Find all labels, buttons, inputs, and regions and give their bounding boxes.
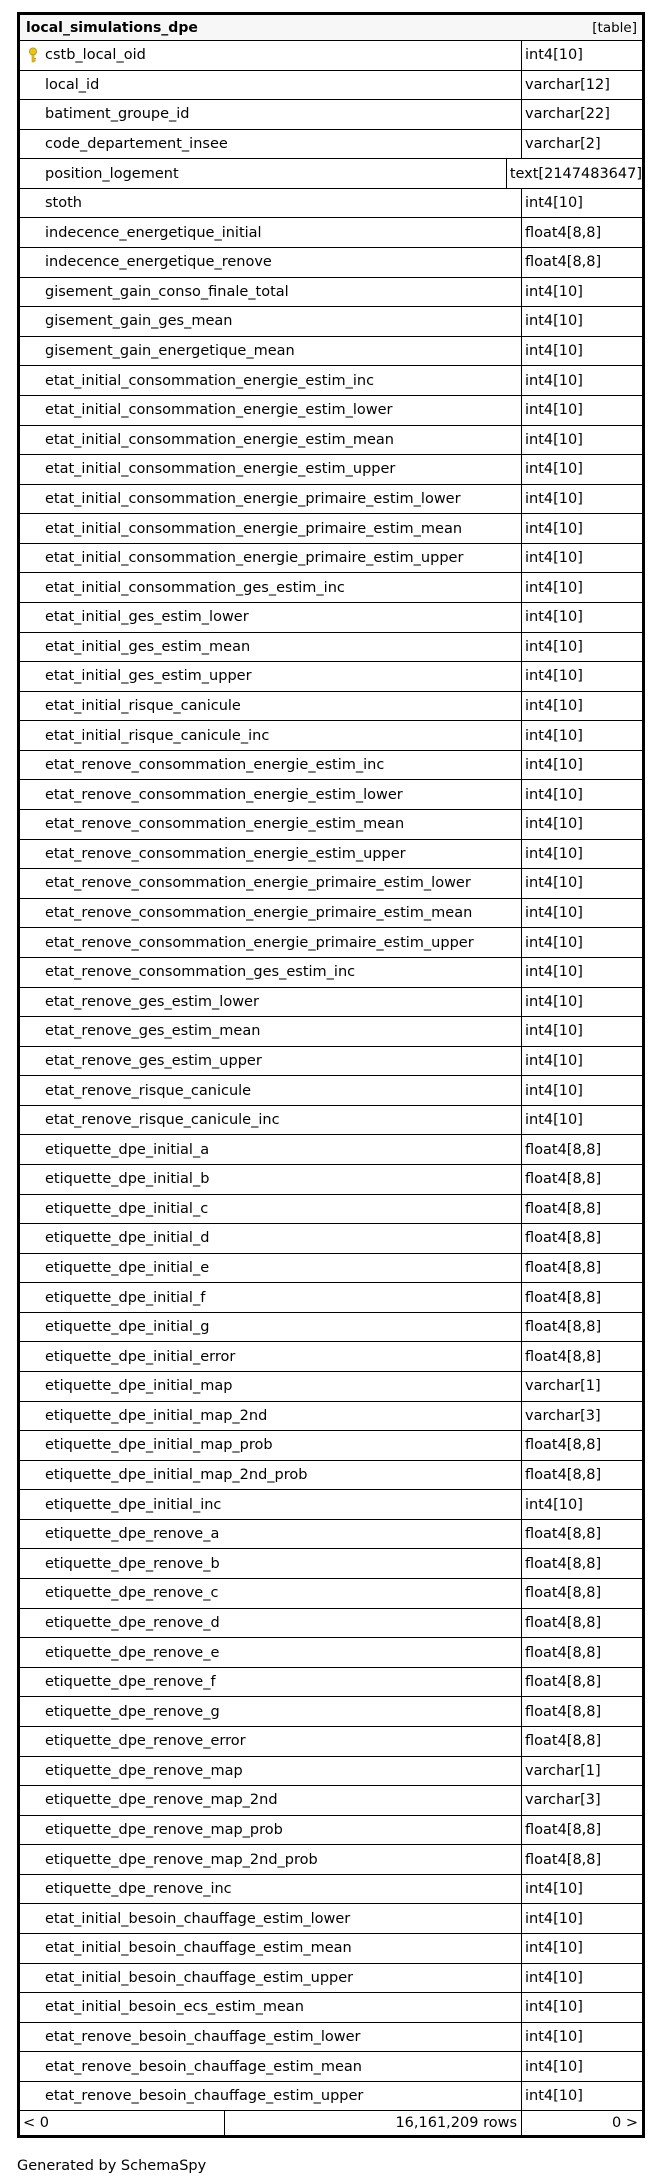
column-name: etiquette_dpe_renove_f (45, 1674, 216, 1691)
column-name: etat_initial_besoin_chauffage_estim_upper (45, 1969, 354, 1986)
column-type: int4[10] (522, 1076, 642, 1106)
column-row[interactable] (20, 218, 642, 248)
column-name-cell (20, 1757, 522, 1787)
column-name: etiquette_dpe_initial_map (45, 1378, 233, 1395)
column-name: etiquette_dpe_initial_e (45, 1259, 210, 1276)
column-row[interactable] (20, 1017, 642, 1047)
column-row[interactable] (20, 1431, 642, 1461)
column-name-cell (20, 928, 522, 958)
column-name: etat_renove_consommation_energie_primaire_estim_mean (45, 905, 473, 922)
column-name: etiquette_dpe_initial_map_2nd_prob (45, 1467, 308, 1484)
column-name: etiquette_dpe_renove_map (45, 1762, 243, 1779)
column-row[interactable] (20, 366, 642, 396)
column-row[interactable] (20, 1786, 642, 1816)
column-name: etiquette_dpe_initial_f (45, 1289, 206, 1306)
column-row[interactable] (20, 1342, 642, 1372)
column-type: int4[10] (522, 603, 642, 633)
column-type: float4[8,8] (522, 1165, 642, 1195)
column-name: etat_initial_consommation_energie_estim_mean (45, 431, 394, 448)
column-row[interactable] (20, 751, 642, 781)
column-type: int4[10] (522, 2082, 642, 2112)
column-row[interactable] (20, 810, 642, 840)
column-row[interactable] (20, 41, 642, 71)
column-row[interactable] (20, 248, 642, 278)
column-name-cell (20, 366, 522, 396)
column-row[interactable] (20, 278, 642, 308)
column-row[interactable] (20, 1816, 642, 1846)
column-row[interactable] (20, 840, 642, 870)
column-type: int4[10] (522, 721, 642, 751)
column-type: float4[8,8] (522, 1697, 642, 1727)
column-name-cell (20, 1254, 522, 1284)
column-type: int4[10] (522, 1017, 642, 1047)
column-type: int4[10] (522, 337, 642, 367)
column-name: etat_initial_besoin_chauffage_estim_mean (45, 1940, 352, 1957)
column-name: etiquette_dpe_renove_c (45, 1585, 219, 1602)
column-type: int4[10] (522, 810, 642, 840)
column-name-cell (20, 100, 522, 130)
column-row[interactable] (20, 1402, 642, 1432)
column-name: etat_renove_consommation_energie_primaire_estim_upper (45, 934, 474, 951)
column-name: etat_initial_besoin_ecs_estim_mean (45, 1999, 304, 2016)
table-node (17, 12, 645, 2138)
column-row[interactable] (20, 485, 642, 515)
column-row[interactable] (20, 721, 642, 751)
column-name: etat_renove_consommation_ges_estim_inc (45, 964, 356, 981)
column-name: batiment_groupe_id (45, 106, 190, 123)
column-name-cell (20, 1904, 522, 1934)
column-row[interactable] (20, 633, 642, 663)
column-row[interactable] (20, 1224, 642, 1254)
column-name: etat_initial_risque_canicule (45, 698, 241, 714)
column-row[interactable] (20, 130, 642, 160)
column-row[interactable] (20, 692, 642, 722)
column-name: etiquette_dpe_initial_c (45, 1200, 209, 1217)
column-type: int4[10] (522, 544, 642, 574)
column-name: etat_renove_consommation_energie_estim_lower (45, 786, 403, 803)
column-name-cell (20, 544, 522, 574)
column-type: float4[8,8] (522, 1135, 642, 1165)
column-type: float4[8,8] (522, 1254, 642, 1284)
column-row[interactable] (20, 869, 642, 899)
column-type: varchar[3] (522, 1402, 642, 1432)
column-name: etiquette_dpe_initial_map_2nd (45, 1407, 268, 1424)
primary-key-icon (20, 47, 45, 63)
column-type: int4[10] (522, 1490, 642, 1520)
column-name: etiquette_dpe_initial_g (45, 1319, 210, 1336)
column-row[interactable] (20, 1165, 642, 1195)
column-row[interactable] (20, 1254, 642, 1284)
column-row[interactable] (20, 1283, 642, 1313)
column-row[interactable] (20, 71, 642, 101)
column-name: etat_initial_ges_estim_lower (45, 609, 249, 626)
column-name-cell (20, 2082, 522, 2112)
column-row[interactable] (20, 1845, 642, 1875)
column-name-cell (20, 71, 522, 101)
column-type: int4[10] (522, 1993, 642, 2023)
column-name: etiquette_dpe_renove_map_prob (45, 1821, 283, 1838)
column-row[interactable] (20, 189, 642, 219)
column-name: etat_renove_besoin_chauffage_estim_lower (45, 2029, 361, 2046)
column-row[interactable] (20, 1520, 642, 1550)
children-count[interactable]: 0 > (612, 2115, 638, 2132)
column-name-cell (20, 1047, 522, 1077)
column-name-cell (20, 988, 522, 1018)
column-name: etat_renove_ges_estim_mean (45, 1023, 261, 1040)
column-name-cell (20, 1697, 522, 1727)
column-row[interactable] (20, 573, 642, 603)
column-row[interactable] (20, 1638, 642, 1668)
column-name-cell (20, 41, 522, 71)
column-name: etat_initial_consommation_energie_primaire_estim_lower (45, 490, 461, 507)
column-name-cell (20, 1490, 522, 1520)
table-header (20, 15, 642, 41)
column-name: etiquette_dpe_renove_d (45, 1614, 220, 1631)
column-list (20, 41, 642, 2111)
column-name-cell (20, 840, 522, 870)
column-name: etiquette_dpe_initial_a (45, 1141, 210, 1158)
column-row[interactable] (20, 100, 642, 130)
column-name: indecence_energetique_initial (45, 224, 262, 241)
column-type: float4[8,8] (522, 218, 642, 248)
column-type: varchar[1] (522, 1372, 642, 1402)
column-type: float4[8,8] (522, 1342, 642, 1372)
column-name-cell (20, 1313, 522, 1343)
column-name-cell (20, 130, 522, 160)
column-name-cell (20, 1609, 522, 1639)
column-row[interactable] (20, 159, 642, 189)
column-name-cell (20, 1224, 522, 1254)
column-name-cell (20, 603, 522, 633)
column-type: int4[10] (522, 751, 642, 781)
column-type: int4[10] (522, 366, 642, 396)
column-row[interactable] (20, 1904, 642, 1934)
column-name: etiquette_dpe_renove_map_2nd (45, 1792, 278, 1809)
column-name: etiquette_dpe_initial_b (45, 1171, 210, 1188)
column-type: int4[10] (522, 455, 642, 485)
column-type: int4[10] (522, 2052, 642, 2082)
column-name-cell (20, 1106, 522, 1136)
column-row[interactable] (20, 426, 642, 456)
column-type: text[2147483647] (507, 159, 642, 189)
column-name-cell (20, 1461, 522, 1491)
column-name-cell (20, 1934, 522, 1964)
column-row[interactable] (20, 1372, 642, 1402)
column-name: etat_renove_consommation_energie_estim_mean (45, 816, 405, 833)
column-name-cell (20, 1845, 522, 1875)
column-type: int4[10] (522, 278, 642, 308)
column-type: int4[10] (522, 485, 642, 515)
generated-by-label: Generated by SchemaSpy (17, 2158, 207, 2174)
column-name: etiquette_dpe_initial_inc (45, 1496, 222, 1513)
column-type: float4[8,8] (522, 1520, 642, 1550)
column-name-cell (20, 189, 522, 219)
column-type: int4[10] (522, 189, 642, 219)
column-name-cell (20, 248, 522, 278)
column-type: int4[10] (522, 633, 642, 663)
column-row[interactable] (20, 1964, 642, 1994)
column-type: varchar[12] (522, 71, 642, 101)
column-name-cell (20, 810, 522, 840)
column-name-cell (20, 159, 507, 189)
column-row[interactable] (20, 662, 642, 692)
column-name: gisement_gain_conso_finale_total (45, 283, 289, 300)
column-name-cell (20, 1402, 522, 1432)
column-type: float4[8,8] (522, 1845, 642, 1875)
column-name: etat_initial_consommation_energie_primaire_estim_mean (45, 520, 463, 537)
column-name: indecence_energetique_renove (45, 254, 272, 271)
column-name-cell (20, 1816, 522, 1846)
column-name-cell (20, 780, 522, 810)
column-type: int4[10] (522, 514, 642, 544)
column-name-cell (20, 1549, 522, 1579)
column-type: float4[8,8] (522, 1313, 642, 1343)
column-name-cell (20, 485, 522, 515)
row-count: 16,161,209 rows (225, 2111, 522, 2135)
column-name-cell (20, 1579, 522, 1609)
column-type: varchar[2] (522, 130, 642, 160)
column-name: etat_initial_ges_estim_mean (45, 638, 251, 655)
column-name-cell (20, 1964, 522, 1994)
column-name: etiquette_dpe_renove_g (45, 1703, 220, 1720)
column-name-cell (20, 869, 522, 899)
column-type: float4[8,8] (522, 1283, 642, 1313)
column-name: etat_initial_ges_estim_upper (45, 668, 252, 685)
column-name-cell (20, 692, 522, 722)
column-name-cell (20, 337, 522, 367)
column-name: code_departement_insee (45, 136, 228, 153)
column-row[interactable] (20, 1934, 642, 1964)
column-name: etat_renove_consommation_energie_primaire_estim_lower (45, 875, 471, 892)
column-type: int4[10] (522, 1934, 642, 1964)
column-name: etat_renove_ges_estim_upper (45, 1052, 262, 1069)
column-name-cell (20, 278, 522, 308)
column-type: int4[10] (522, 426, 642, 456)
column-name: etiquette_dpe_initial_error (45, 1348, 236, 1365)
column-name-cell (20, 1638, 522, 1668)
column-type: float4[8,8] (522, 1609, 642, 1639)
column-name-cell (20, 1342, 522, 1372)
column-name: cstb_local_oid (45, 47, 146, 64)
column-name: etat_renove_consommation_energie_estim_inc (45, 757, 385, 774)
parents-count[interactable]: < 0 (20, 2111, 225, 2135)
column-type: int4[10] (522, 1047, 642, 1077)
column-type: int4[10] (522, 1904, 642, 1934)
column-type: int4[10] (522, 780, 642, 810)
column-row[interactable] (20, 1875, 642, 1905)
column-type: int4[10] (522, 1106, 642, 1136)
column-row[interactable] (20, 1579, 642, 1609)
column-name-cell (20, 1993, 522, 2023)
column-name-cell (20, 1372, 522, 1402)
column-name: etiquette_dpe_renove_inc (45, 1881, 232, 1898)
column-name: etat_initial_consommation_energie_estim_upper (45, 461, 396, 478)
column-type: int4[10] (522, 1875, 642, 1905)
table-type-label: [table] (592, 19, 637, 36)
column-name: etat_initial_besoin_chauffage_estim_lower (45, 1910, 351, 1927)
column-row[interactable] (20, 1076, 642, 1106)
column-name-cell (20, 455, 522, 485)
column-row[interactable] (20, 1609, 642, 1639)
column-name: gisement_gain_energetique_mean (45, 343, 295, 360)
column-type: float4[8,8] (522, 1431, 642, 1461)
column-type: int4[10] (522, 869, 642, 899)
column-row[interactable] (20, 1697, 642, 1727)
column-row[interactable] (20, 2052, 642, 2082)
column-name: etat_renove_ges_estim_lower (45, 993, 259, 1010)
column-name: etat_renove_risque_canicule_inc (45, 1112, 280, 1129)
column-name: local_id (45, 76, 100, 93)
column-name: etat_renove_consommation_energie_estim_upper (45, 845, 406, 862)
column-row[interactable] (20, 337, 642, 367)
column-name-cell (20, 1076, 522, 1106)
column-row[interactable] (20, 958, 642, 988)
column-name-cell (20, 426, 522, 456)
column-name-cell (20, 899, 522, 929)
column-name: gisement_gain_ges_mean (45, 313, 233, 330)
column-name: etiquette_dpe_renove_b (45, 1555, 220, 1572)
column-type: int4[10] (522, 2023, 642, 2053)
column-type: int4[10] (522, 692, 642, 722)
column-type: float4[8,8] (522, 248, 642, 278)
column-name: etat_renove_risque_canicule (45, 1082, 252, 1099)
table-name[interactable]: local_simulations_dpe (26, 19, 198, 36)
column-name-cell (20, 2052, 522, 2082)
column-row[interactable] (20, 1195, 642, 1225)
column-name-cell (20, 396, 522, 426)
column-name: etat_initial_consommation_energie_estim_lower (45, 402, 393, 419)
column-type: int4[10] (522, 307, 642, 337)
column-row[interactable] (20, 396, 642, 426)
column-name-cell (20, 633, 522, 663)
column-name-cell (20, 721, 522, 751)
column-name: etiquette_dpe_renove_error (45, 1733, 246, 1750)
column-name-cell (20, 1727, 522, 1757)
column-name-cell (20, 1283, 522, 1313)
column-name: etat_initial_risque_canicule_inc (45, 727, 270, 744)
column-name-cell (20, 1668, 522, 1698)
column-row[interactable] (20, 1549, 642, 1579)
column-type: float4[8,8] (522, 1579, 642, 1609)
column-row[interactable] (20, 307, 642, 337)
column-name-cell (20, 1135, 522, 1165)
column-row[interactable] (20, 1135, 642, 1165)
column-name-cell (20, 1786, 522, 1816)
column-type: int4[10] (522, 988, 642, 1018)
column-row[interactable] (20, 1490, 642, 1520)
column-type: int4[10] (522, 41, 642, 71)
column-row[interactable] (20, 1047, 642, 1077)
column-type: varchar[1] (522, 1757, 642, 1787)
column-type: float4[8,8] (522, 1549, 642, 1579)
table-footer (20, 2111, 642, 2135)
column-name-cell (20, 958, 522, 988)
column-name-cell (20, 662, 522, 692)
column-row[interactable] (20, 603, 642, 633)
column-name: stoth (45, 195, 82, 212)
column-type: float4[8,8] (522, 1638, 642, 1668)
column-name: etiquette_dpe_initial_d (45, 1230, 210, 1247)
column-type: int4[10] (522, 899, 642, 929)
column-name: etat_renove_besoin_chauffage_estim_mean (45, 2058, 362, 2075)
column-name-cell (20, 1431, 522, 1461)
column-name: position_logement (45, 165, 179, 182)
column-name-cell (20, 1875, 522, 1905)
column-row[interactable] (20, 455, 642, 485)
column-name-cell (20, 1017, 522, 1047)
column-type: float4[8,8] (522, 1224, 642, 1254)
column-row[interactable] (20, 1313, 642, 1343)
column-row[interactable] (20, 514, 642, 544)
column-name-cell (20, 1165, 522, 1195)
column-row[interactable] (20, 1993, 642, 2023)
column-row[interactable] (20, 988, 642, 1018)
column-name-cell (20, 307, 522, 337)
column-row[interactable] (20, 899, 642, 929)
column-type: float4[8,8] (522, 1195, 642, 1225)
column-name-cell (20, 1195, 522, 1225)
column-row[interactable] (20, 1757, 642, 1787)
column-name-cell (20, 573, 522, 603)
column-row[interactable] (20, 1106, 642, 1136)
column-name: etiquette_dpe_renove_a (45, 1526, 220, 1543)
column-type: int4[10] (522, 928, 642, 958)
column-type: int4[10] (522, 840, 642, 870)
column-name: etat_renove_besoin_chauffage_estim_upper (45, 2088, 364, 2105)
column-type: float4[8,8] (522, 1461, 642, 1491)
column-row[interactable] (20, 1668, 642, 1698)
column-name: etat_initial_consommation_energie_estim_inc (45, 372, 375, 389)
column-name-cell (20, 218, 522, 248)
column-type: int4[10] (522, 1964, 642, 1994)
column-row[interactable] (20, 1727, 642, 1757)
column-type: varchar[3] (522, 1786, 642, 1816)
column-name: etat_initial_consommation_ges_estim_inc (45, 579, 345, 596)
column-row[interactable] (20, 780, 642, 810)
column-name: etiquette_dpe_renove_e (45, 1644, 220, 1661)
column-row[interactable] (20, 928, 642, 958)
column-type: int4[10] (522, 573, 642, 603)
column-name-cell (20, 1520, 522, 1550)
column-name-cell (20, 2023, 522, 2053)
column-name: etiquette_dpe_renove_map_2nd_prob (45, 1851, 318, 1868)
column-row[interactable] (20, 2023, 642, 2053)
column-type: int4[10] (522, 396, 642, 426)
column-name-cell (20, 751, 522, 781)
column-type: int4[10] (522, 662, 642, 692)
column-row[interactable] (20, 544, 642, 574)
column-type: float4[8,8] (522, 1727, 642, 1757)
column-name-cell (20, 514, 522, 544)
column-row[interactable] (20, 2082, 642, 2112)
column-type: float4[8,8] (522, 1816, 642, 1846)
column-name: etat_initial_consommation_energie_primaire_estim_upper (45, 550, 464, 567)
column-row[interactable] (20, 1461, 642, 1491)
column-type: varchar[22] (522, 100, 642, 130)
column-type: float4[8,8] (522, 1668, 642, 1698)
column-type: int4[10] (522, 958, 642, 988)
column-name: etiquette_dpe_initial_map_prob (45, 1437, 273, 1454)
